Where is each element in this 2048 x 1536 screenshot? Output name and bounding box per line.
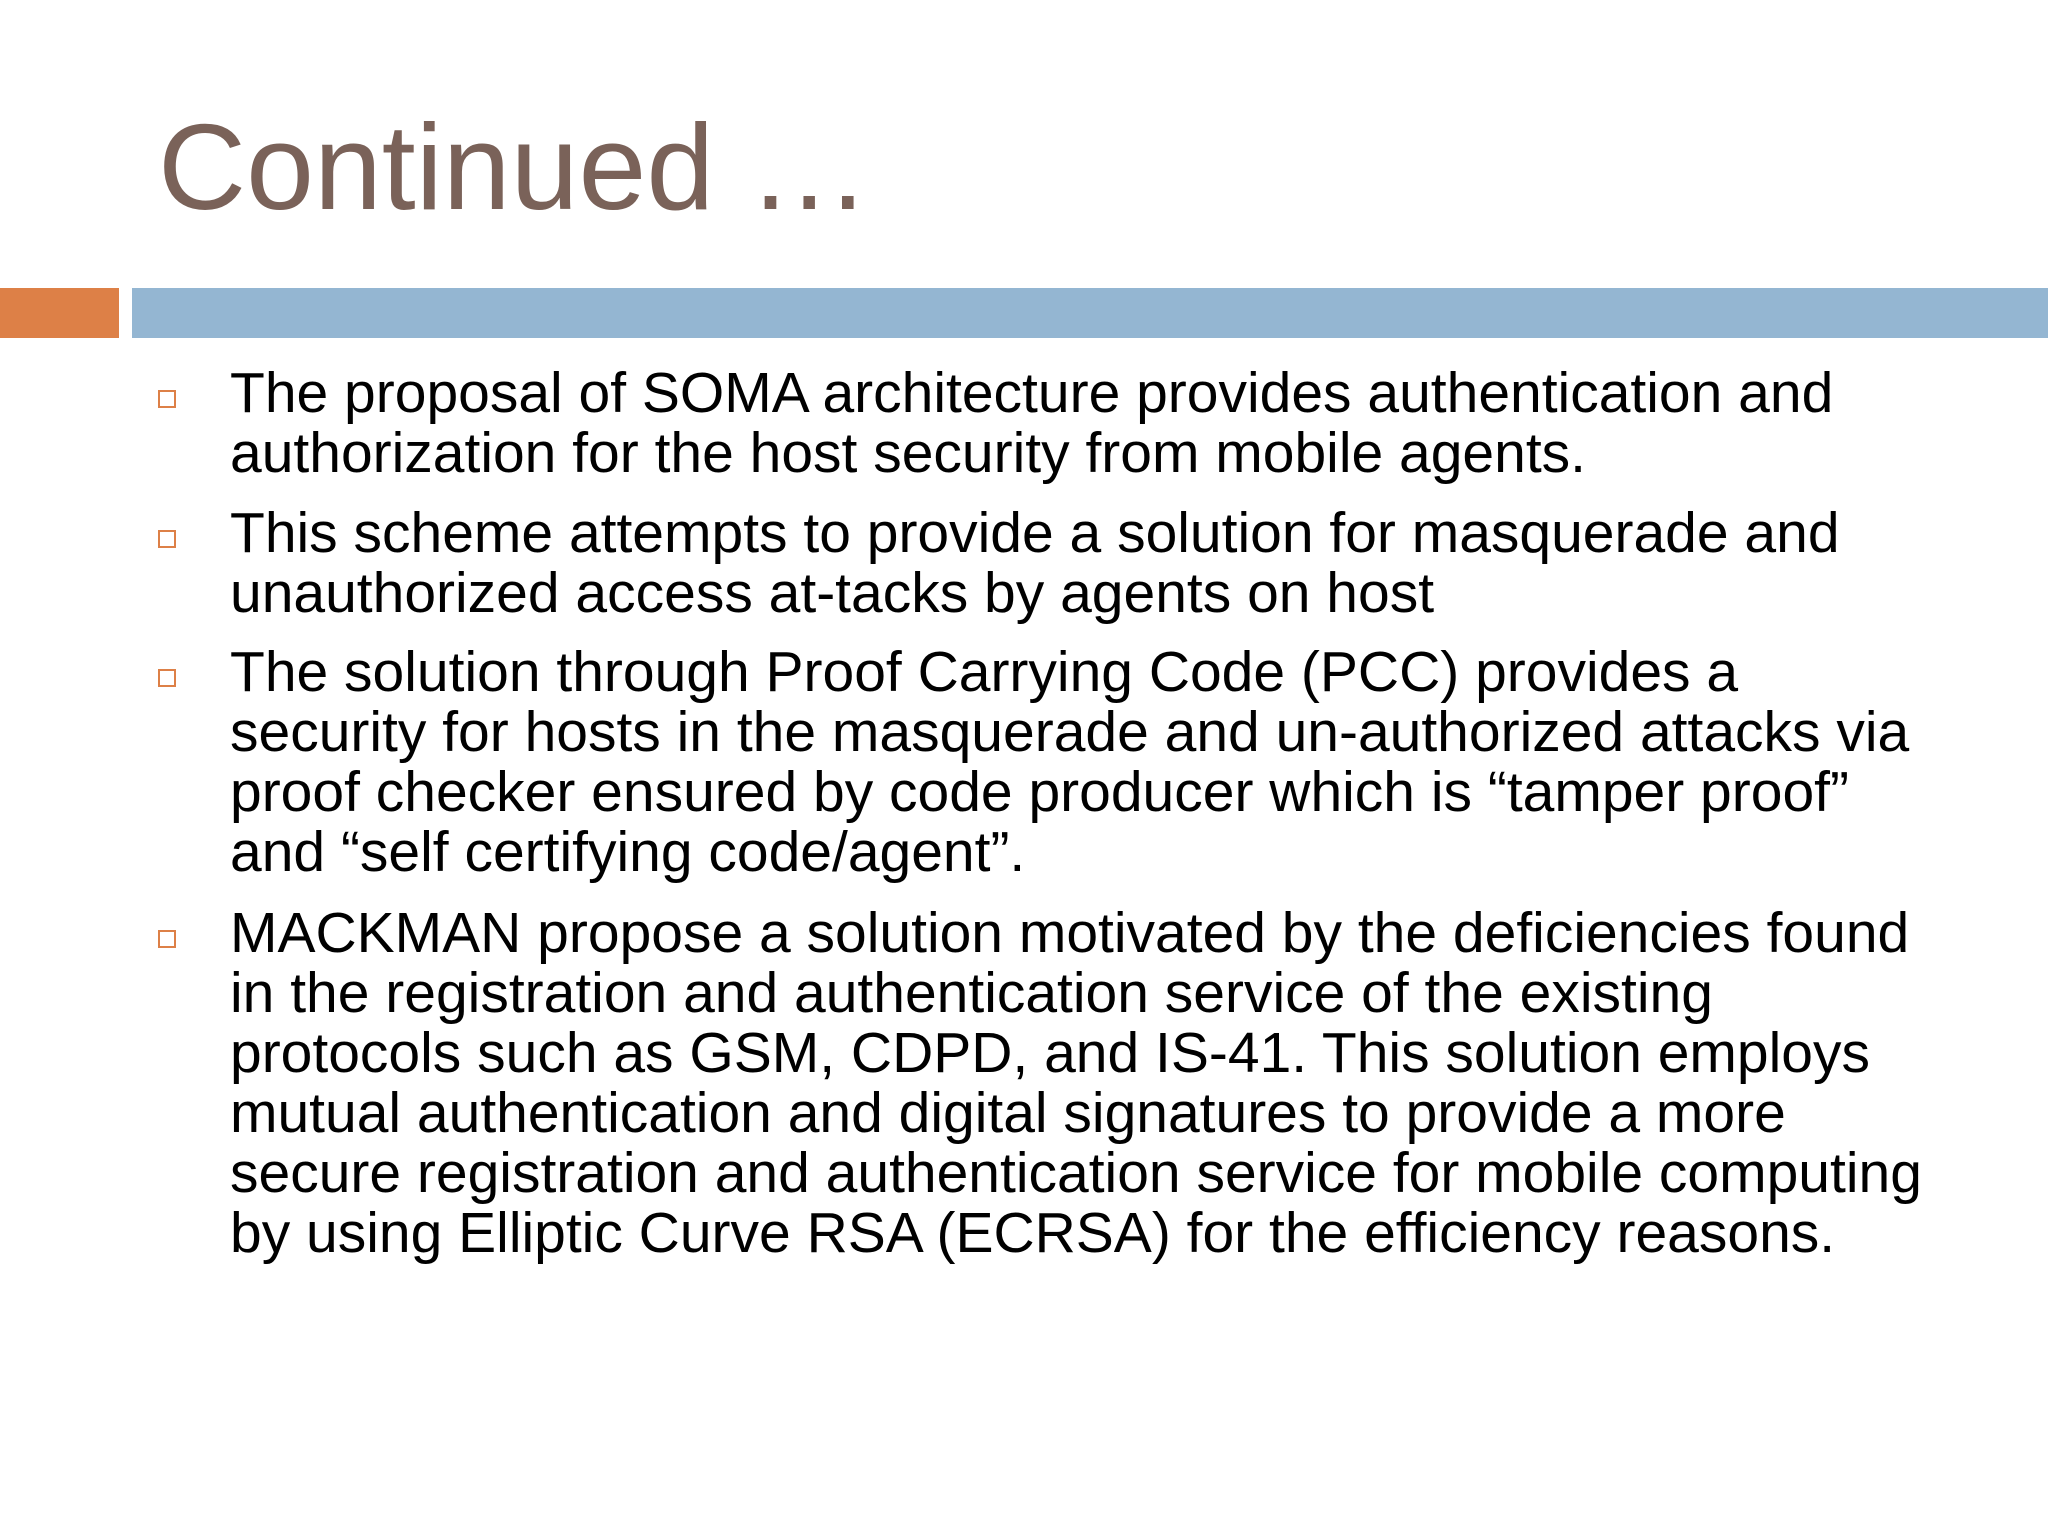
hollow-square-icon	[158, 530, 176, 548]
bullet-text: The solution through Proof Carrying Code (PCC) provides a security for hosts in the masquerade and un-authorized attacks via proof checker ensured by code producer which is “tamper proof” and “self certifying code/agent”.	[230, 640, 1910, 884]
hollow-square-icon	[158, 930, 176, 948]
bullet-text: This scheme attempts to provide a solution for masquerade and unauthorized access at-tacks by agents on host	[230, 501, 1840, 625]
title-accent-bar-blue	[132, 288, 2048, 338]
title-accent-bar-orange	[0, 288, 119, 338]
bullet-text: MACKMAN propose a solution motivated by the deficiencies found in the registration and authentication service of the existing protocols such as GSM, CDPD, and IS-41. This solution employs mutual authentication and digital signatures to provide a more secure registration and authentication service for mobile computing by using Elliptic Curve RSA (ECRSA) for the efficiency reasons.	[230, 901, 1922, 1265]
bullet-text: The proposal of SOMA architecture provides authentication and authorization for the host security from mobile agents.	[230, 361, 1834, 485]
hollow-square-icon	[158, 390, 176, 408]
hollow-square-icon	[158, 669, 176, 687]
slide-title: Continued …	[158, 99, 871, 235]
